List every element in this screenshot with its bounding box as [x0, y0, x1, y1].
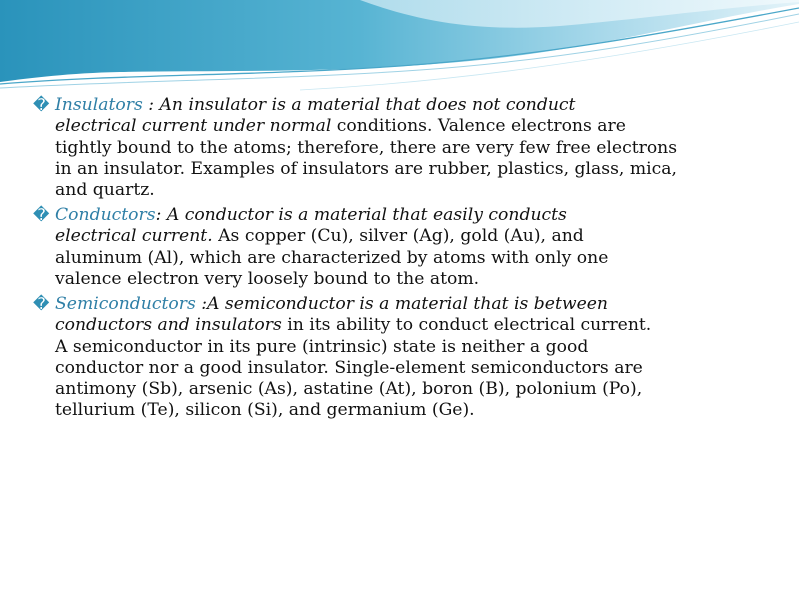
definition-text: electrical current under normal: [55, 116, 332, 137]
bullet-line: and quartz.: [55, 180, 155, 201]
term-conductors: Conductors: [55, 205, 156, 225]
body-text: in its ability to conduct electrical current.: [281, 315, 652, 336]
definition-text: electrical current.: [55, 226, 213, 247]
term-insulators: Insulators: [55, 95, 143, 115]
definition-text: : A conductor is a material that easily conducts: [155, 205, 567, 225]
bullet-conductors: [33, 204, 753, 290]
header-wave-decoration: [0, 0, 799, 92]
body-text: As copper (Cu), silver (Ag), gold (Au), and: [212, 226, 584, 247]
bullet-line: antimony (Sb), arsenic (As), astatine (At), boron (B), polonium (Po),: [55, 379, 643, 400]
bullet-semiconductors: [33, 293, 753, 422]
bullet-line: [33, 293, 753, 315]
definition-text: conductors and insulators: [55, 315, 282, 336]
definition-text: : An insulator is a material that does not conduct: [142, 95, 576, 115]
term-semiconductors: Semiconductors: [55, 294, 196, 314]
bullet-line: [33, 226, 753, 247]
bullet-marker-icon: �: [33, 205, 50, 224]
definition-text: :A semiconductor is a material that is between: [195, 294, 608, 314]
bullet-line: [33, 204, 753, 226]
bullet-marker-icon: �: [33, 95, 50, 114]
bullet-line: tellurium (Te), silicon (Si), and germanium (Ge).: [55, 400, 475, 421]
bullet-line: conductor nor a good insulator. Single-element semiconductors are: [55, 357, 643, 378]
bullet-line: tightly bound to the atoms; therefore, there are very few free electrons: [55, 137, 678, 158]
body-text: conditions. Valence electrons are: [331, 116, 626, 137]
bullet-line: in an insulator. Examples of insulators are rubber, plastics, glass, mica,: [55, 158, 677, 179]
bullet-insulators: [33, 94, 753, 201]
bullet-marker-icon: �: [33, 294, 50, 313]
bullet-line: [33, 94, 753, 116]
bullet-line: [33, 116, 753, 137]
bullet-line: aluminum (Al), which are characterized by atoms with only one: [55, 247, 609, 268]
bullet-line: valence electron very loosely bound to the atom.: [55, 268, 480, 289]
bullet-line: [33, 315, 753, 336]
bullet-line: A semiconductor in its pure (intrinsic) state is neither a good: [55, 336, 589, 357]
